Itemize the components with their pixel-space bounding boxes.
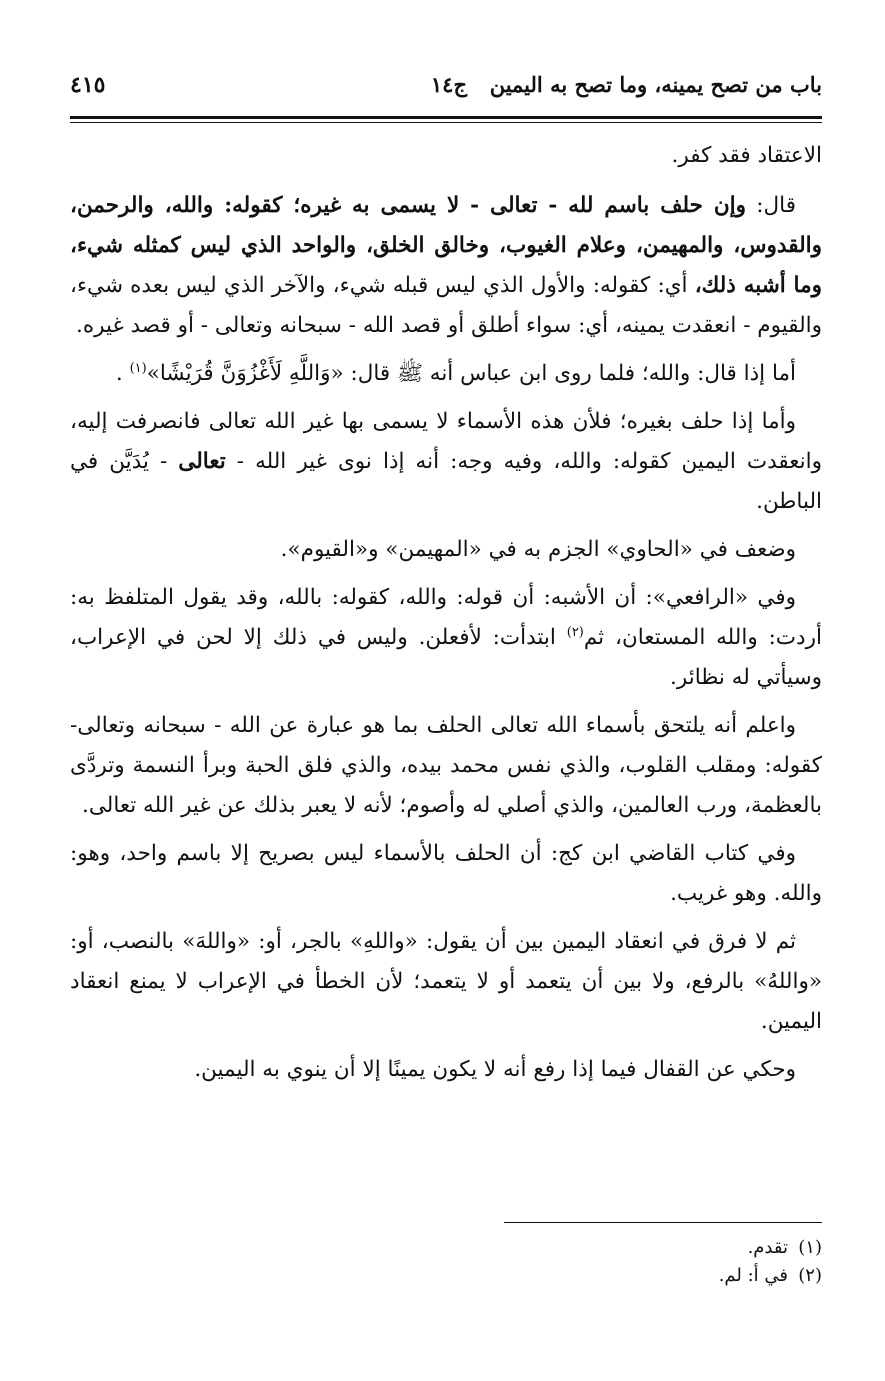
footnote: (٢)في أ: لم. [718, 1265, 822, 1286]
paragraph: وفي «الرافعي»: أن الأشبه: أن قوله: والله، كقوله: بالله، وقد يقول المتلفظ به: أردت: والله المستعان، ثم$^{(٢)}$ ابتدأت: لأفعلن. وليس في ذلك إلا لحن في الإعراب، وسيأتي له نظائر. [70, 585, 822, 690]
footnote-ref[interactable]: (١) [129, 360, 147, 376]
paragraph: وضعف في «الحاوي» الجزم به في «المهيمن» و«القيوم». [280, 537, 796, 562]
header-rule-thin [70, 122, 822, 123]
paragraph: وأما إذا حلف بغيره؛ فلأن هذه الأسماء لا يسمى بها غير الله تعالى فانصرفت إليه، وانعقدت اليمين كقوله: والله، وفيه وجه: أنه إذا نوى غير الله - تعالى - يُدَيَّن في الباطن. [70, 409, 822, 514]
matn-text: وإن حلف باسم لله - تعالى - لا يسمى به غيره؛ كقوله: والله، والرحمن، والقدوس، والمهيمن، وعلام الغيوب، وخالق الخلق، والواحد الذي ليس كمثله شيء، وما أشبه ذلك، [70, 193, 822, 298]
header-rule-thick [70, 116, 822, 119]
footnote: (١)تقدم. [747, 1237, 822, 1258]
page-body [70, 136, 822, 1098]
chapter-title: باب من تصح يمينه، وما تصح به اليمين [489, 72, 822, 97]
paragraph: قال: وإن حلف باسم لله - تعالى - لا يسمى به غيره؛ كقوله: والله، والرحمن، والقدوس، والمهيمن، وعلام الغيوب، وخالق الخلق، والواحد الذي ليس كمثله شيء، وما أشبه ذلك، أي: كقوله: والأول الذي ليس قبله شيء، والآخر الذي ليس بعده شيء، والقيوم - انعقدت يمينه، أي: سواء أطلق أو قصد الله - سبحانه وتعالى - أو قصد غيره. [70, 193, 822, 338]
paragraph: ثم لا فرق في انعقاد اليمين بين أن يقول: «واللهِ» بالجر، أو: «واللهَ» بالنصب، أو: «واللهُ» بالرفع، ولا بين أن يتعمد أو لا يتعمد؛ لأن الخطأ في الإعراب لا يمنع انعقاد اليمين. [70, 929, 822, 1034]
footnote-ref[interactable]: (٢) [566, 624, 584, 640]
volume-label: ج١٤ [430, 72, 467, 97]
paragraph: الاعتقاد فقد كفر. [671, 143, 822, 168]
page-header [70, 72, 822, 112]
paragraph: وفي كتاب القاضي ابن كج: أن الحلف بالأسماء ليس بصريح إلا باسم واحد، وهو: والله. وهو غريب. [70, 841, 822, 906]
paragraph: وحكي عن القفال فيما إذا رفع أنه لا يكون يمينًا إلا أن ينوي به اليمين. [194, 1057, 796, 1082]
page-number: ٤١٥ [70, 72, 106, 98]
paragraph: واعلم أنه يلتحق بأسماء الله تعالى الحلف بما هو عبارة عن الله - سبحانه وتعالى- كقوله: ومقلب القلوب، والذي نفس محمد بيده، والذي فلق الحبة وبرأ النسمة وتردَّى بالعظمة، ورب العالمين، والذي أصلي له وأصوم؛ لأنه لا يعبر بذلك عن غير الله تعالى. [70, 713, 822, 818]
footnote-separator [504, 1222, 822, 1223]
paragraph: أما إذا قال: والله؛ فلما روى ابن عباس أنه ﷺ قال: «وَاللَّهِ لَأَغْزُوَنَّ قُرَيْشًا»$^{(١)}$ . [115, 360, 796, 386]
footnotes [322, 1234, 822, 1290]
